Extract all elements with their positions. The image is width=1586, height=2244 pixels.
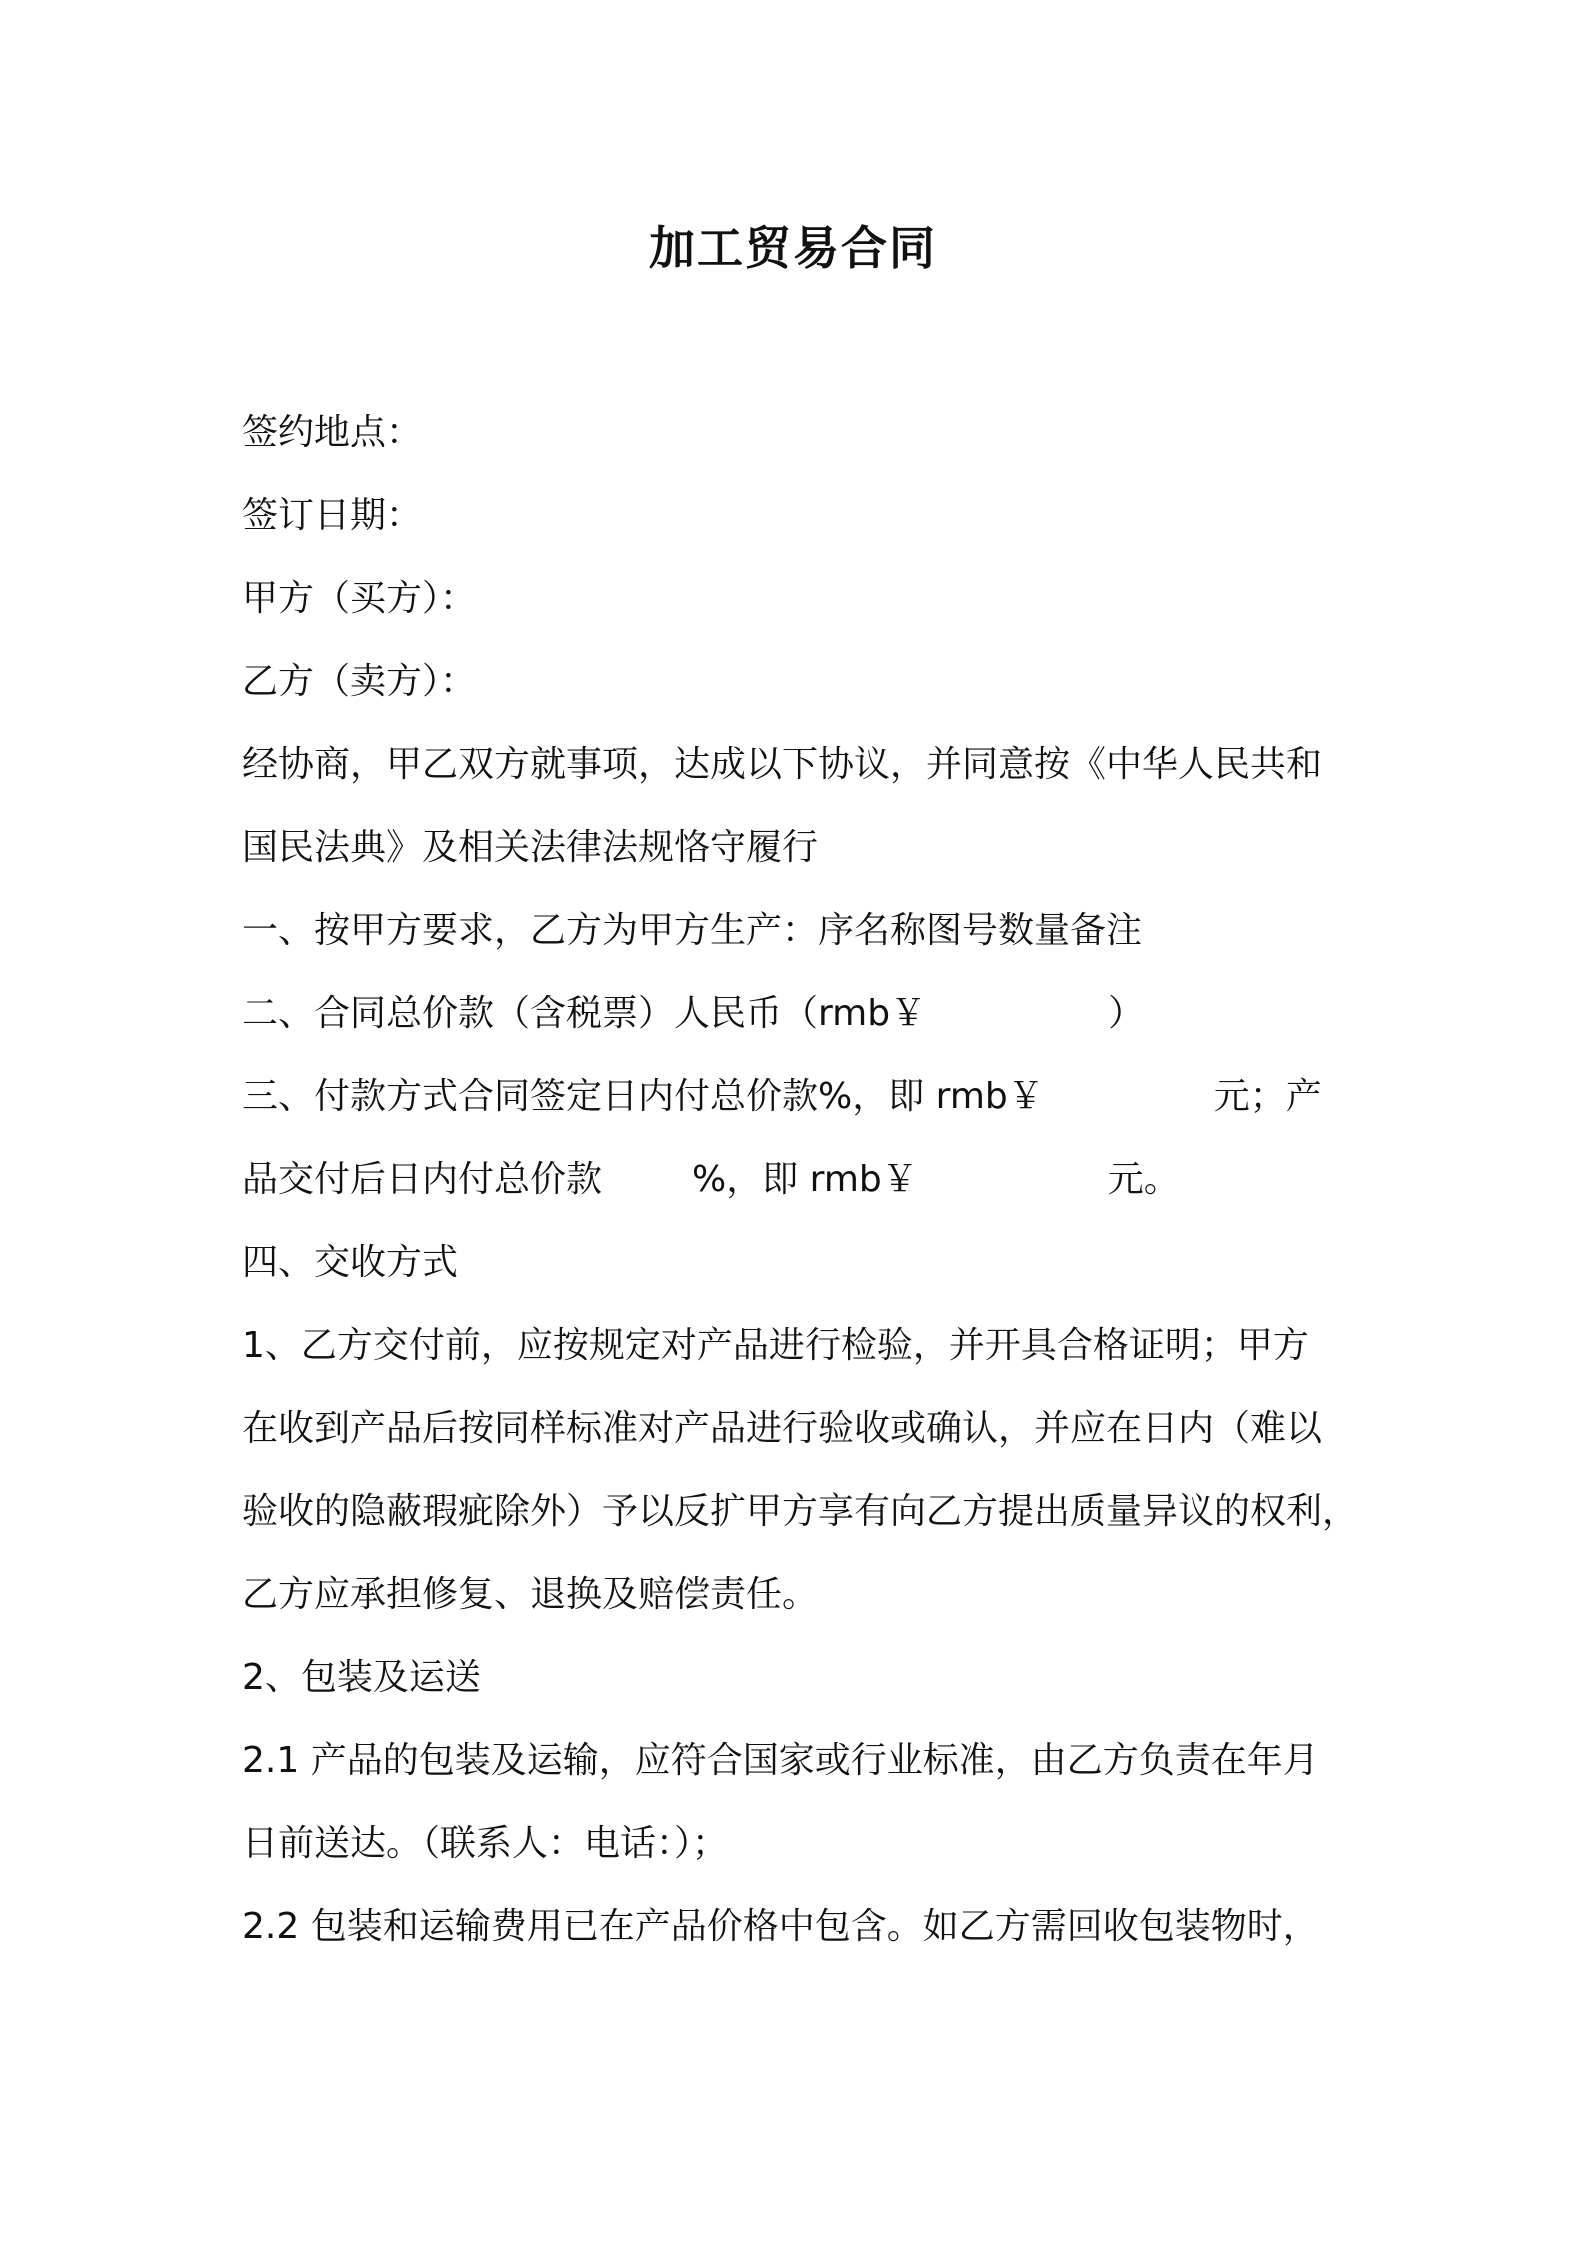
agreement-intro-line-1: 经协商，甲乙双方就事项，达成以下协议，并同意按《中华人民共和 (242, 744, 1323, 785)
signing-date-line: 签订日期： (242, 495, 423, 536)
document-title: 加工贸易合同 (649, 221, 937, 275)
party-b-line: 乙方（卖方）： (242, 661, 477, 702)
clause-4-1-line-3: 验收的隐蔽瑕疵除外）予以反扩甲方享有向乙方提出质量异议的权利， (242, 1491, 1359, 1532)
clause-2-price-line (242, 990, 1144, 1038)
signing-location-line: 签约地点： (242, 412, 423, 453)
payment-tail-2: 元。 (1107, 1159, 1180, 1200)
clause-3-payment-line-2 (242, 1156, 1180, 1204)
clause-4-1-line-4: 乙方应承担修复、退换及赔偿责任。 (242, 1574, 819, 1615)
agreement-intro-line-2: 国民法典》及相关法律法规恪守履行 (242, 827, 819, 868)
price-close: ） (1108, 993, 1145, 1034)
clause-3-payment-line-1 (242, 1073, 1322, 1121)
clause-2-2-line-1: 2.2 包装和运输费用已在产品价格中包含。如乙方需回收包装物时， (242, 1906, 1319, 1947)
clause-2-1-line-2: 日前送达。（联系人：电话：）； (242, 1823, 729, 1864)
payment-text-2: 品交付后日内付总价款 (242, 1159, 603, 1200)
clause-4-1-line-2: 在收到产品后按同样标准对产品进行验收或确认，并应在日内（难以 (242, 1408, 1323, 1449)
clause-1-line: 一、按甲方要求，乙方为甲方生产：序名称图号数量备注 (242, 910, 1143, 951)
party-a-line: 甲方（买方）： (242, 578, 477, 619)
payment-text-1: 三、付款方式合同签定日内付总价款%，即 rmb￥ (242, 1076, 1044, 1117)
clause-4-heading: 四、交收方式 (242, 1242, 459, 1283)
clause-4-2-heading: 2、包装及运送 (242, 1657, 481, 1698)
payment-pct-2: %，即 rmb￥ (692, 1159, 918, 1200)
clause-2-1-line-1: 2.1 产品的包装及运输，应符合国家或行业标准，由乙方负责在年月 (242, 1740, 1319, 1781)
clause-4-1-line-1: 1、乙方交付前，应按规定对产品进行检验，并开具合格证明；甲方 (242, 1325, 1309, 1366)
payment-tail-1: 元；产 (1213, 1076, 1322, 1117)
price-text: 二、合同总价款（含税票）人民币（rmb￥ (242, 993, 927, 1034)
